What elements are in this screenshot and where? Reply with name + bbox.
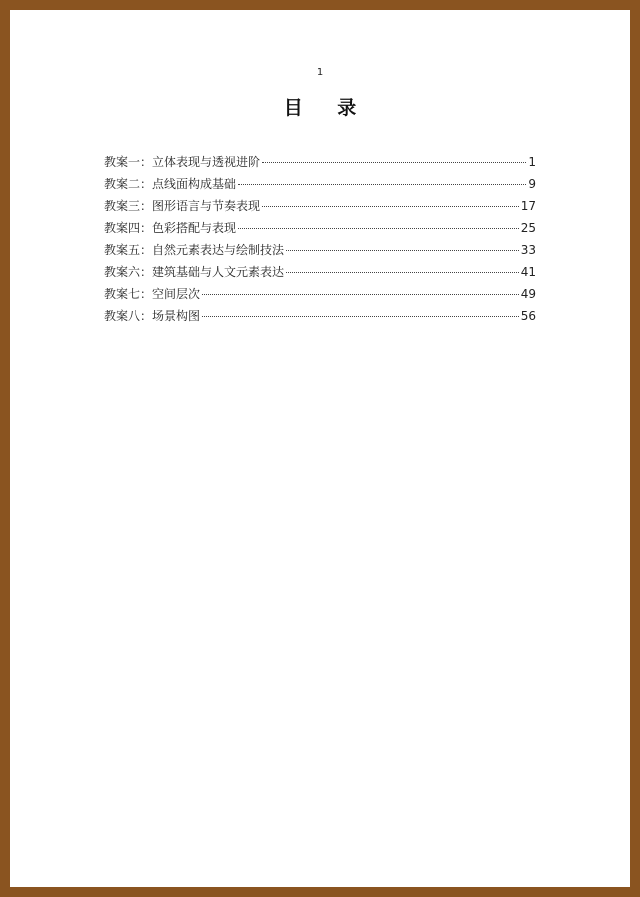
toc-entry-1[interactable] [104, 151, 536, 173]
toc-title: 目 录 [283, 97, 371, 119]
toc-entry-label: 教案六：建筑基础与人文元素表达 [104, 265, 285, 279]
toc-entry-label: 教案五：自然元素表达与绘制技法 [104, 243, 285, 257]
toc-entry-4[interactable] [104, 217, 536, 239]
toc-dot-leader [238, 227, 519, 229]
toc-entry-page: 49 [520, 287, 536, 301]
toc-dot-leader [202, 293, 519, 295]
document-page [10, 10, 630, 887]
toc-entry-label: 教案三：图形语言与节奏表现 [104, 199, 261, 213]
toc-dot-leader [286, 249, 519, 251]
toc-dot-leader [238, 183, 526, 185]
toc-entry-3[interactable] [104, 195, 536, 217]
toc-dot-leader [202, 315, 519, 317]
toc-entry-label: 教案七：空间层次 [104, 287, 201, 301]
toc-entry-label: 教案二：点线面构成基础 [104, 177, 237, 191]
toc-entry-page: 41 [520, 265, 536, 279]
toc-entry-8[interactable] [104, 305, 536, 327]
toc-entry-label: 教案八：场景构图 [104, 309, 201, 323]
toc-dot-leader [286, 271, 519, 273]
toc-entry-6[interactable] [104, 261, 536, 283]
toc-entry-label: 教案四：色彩搭配与表现 [104, 221, 237, 235]
toc-entry-page: 56 [520, 309, 536, 323]
toc-entry-label: 教案一：立体表现与透视进阶 [104, 155, 261, 169]
toc-dot-leader [262, 161, 526, 163]
toc-entry-5[interactable] [104, 239, 536, 261]
toc-dot-leader [262, 205, 519, 207]
toc-entry-7[interactable] [104, 283, 536, 305]
toc-entry-2[interactable] [104, 173, 536, 195]
toc-entry-page: 25 [520, 221, 536, 235]
page-number: 1 [316, 67, 324, 78]
toc-entry-page: 17 [520, 199, 536, 213]
toc-entry-page: 9 [528, 177, 536, 191]
toc-entry-page: 33 [520, 243, 536, 257]
table-of-contents [104, 151, 536, 327]
toc-entry-page: 1 [528, 155, 536, 169]
